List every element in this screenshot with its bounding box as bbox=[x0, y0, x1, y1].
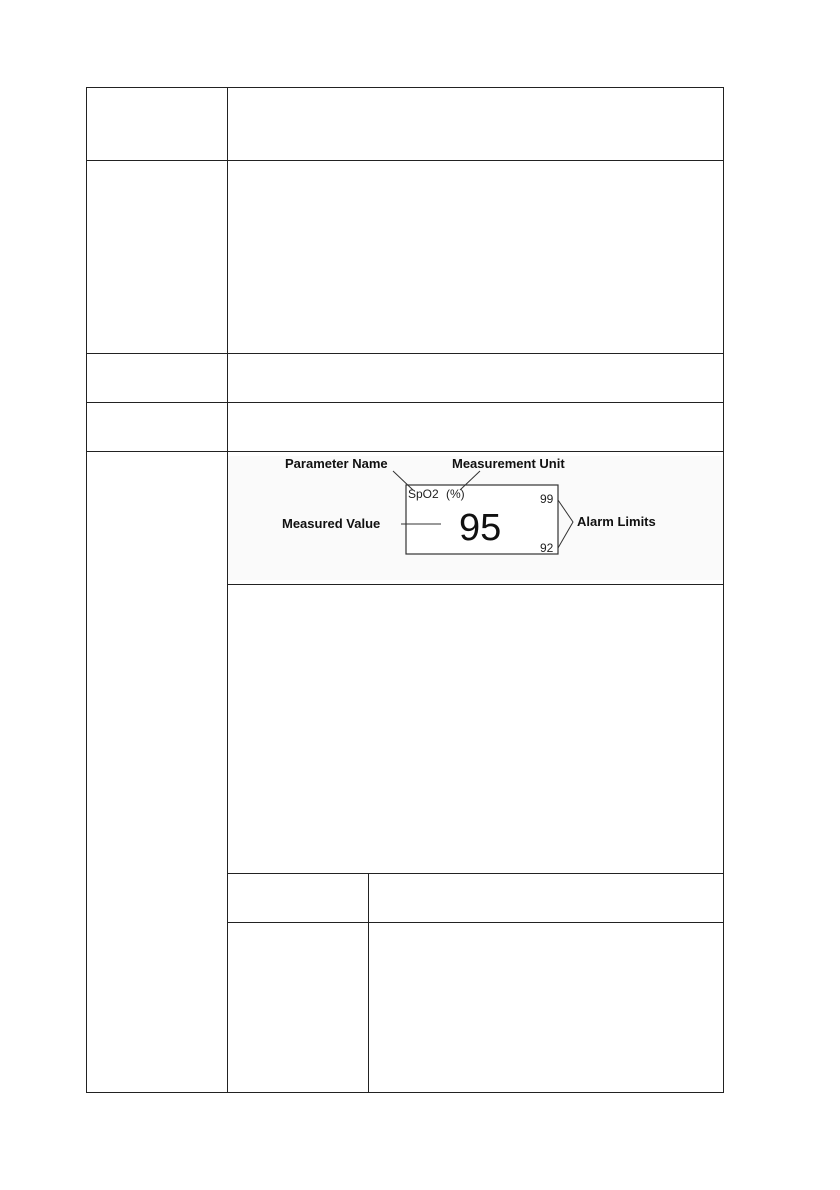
row-divider-1 bbox=[86, 160, 724, 161]
lower-limit-text: 92 bbox=[540, 541, 554, 555]
row-divider-2 bbox=[86, 353, 724, 354]
subrow-divider-1 bbox=[227, 584, 724, 585]
document-table bbox=[86, 87, 723, 1092]
parameter-display-diagram bbox=[228, 452, 723, 584]
subrow-divider-2 bbox=[227, 873, 724, 874]
table-border-bottom bbox=[86, 1092, 724, 1093]
measured-value-text: 95 bbox=[459, 507, 502, 549]
row-divider-3 bbox=[86, 402, 724, 403]
upper-limit-text: 99 bbox=[540, 492, 554, 506]
subrow-divider-3 bbox=[227, 922, 724, 923]
alarm-limits-label: Alarm Limits bbox=[577, 514, 656, 529]
parameter-name-label: Parameter Name bbox=[285, 456, 388, 471]
measured-value-label: Measured Value bbox=[282, 516, 381, 531]
unit-text: (%) bbox=[446, 487, 465, 501]
measurement-unit-label: Measurement Unit bbox=[452, 456, 565, 471]
column-divider bbox=[227, 87, 228, 1093]
parameter-name-text: SpO2 bbox=[408, 487, 439, 501]
subcolumn-divider bbox=[368, 873, 369, 1093]
table-border-top bbox=[86, 87, 724, 88]
table-border-right bbox=[723, 87, 724, 1093]
table-border-left bbox=[86, 87, 87, 1093]
